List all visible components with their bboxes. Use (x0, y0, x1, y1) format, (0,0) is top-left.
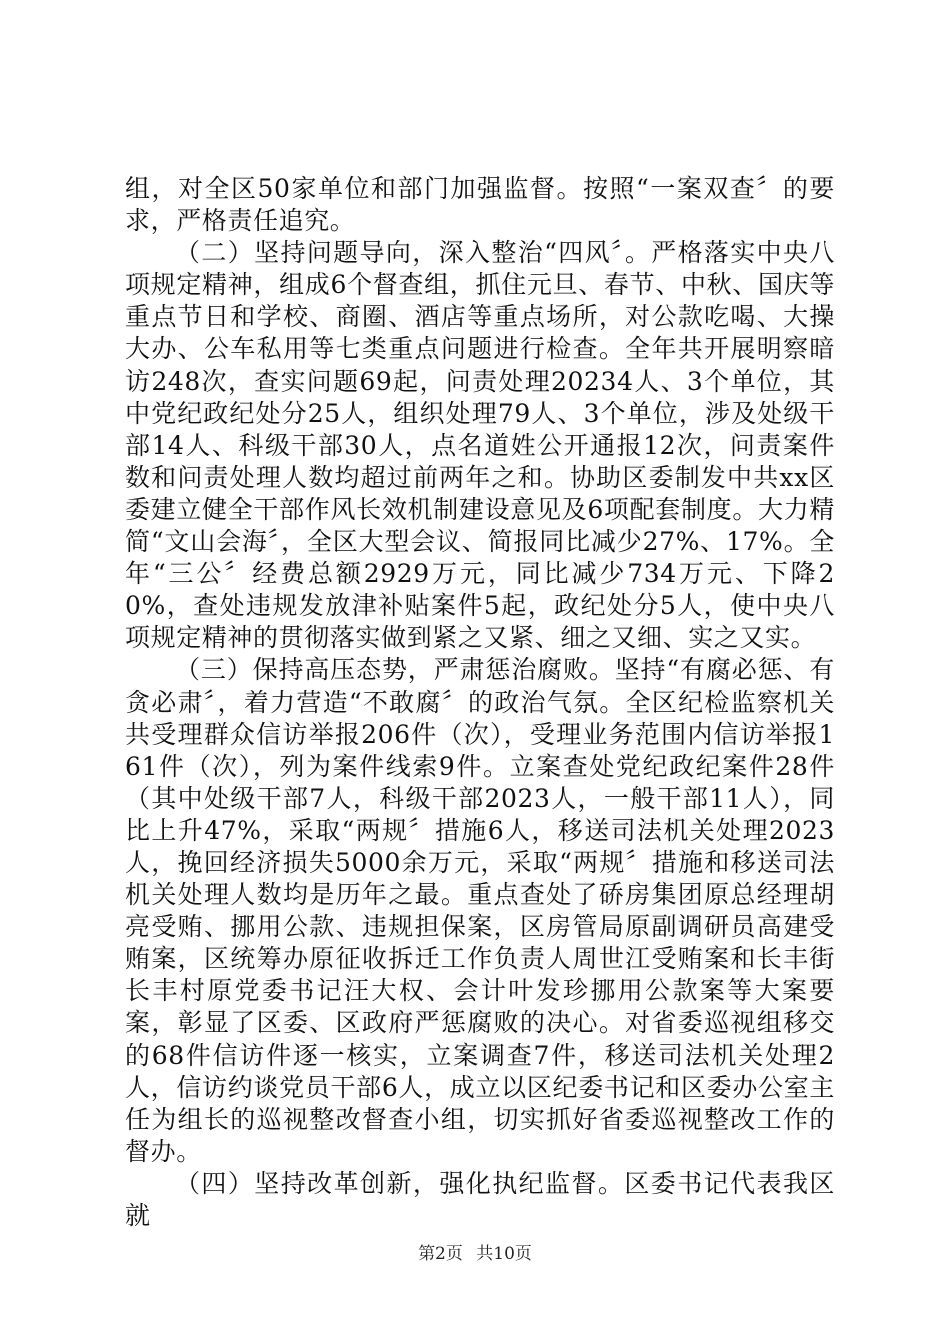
paragraph-section-four: （四）坚持改革创新，强化执纪监督。区委书记代表我区就 (125, 1168, 835, 1230)
page-total: 共10页 (476, 1244, 532, 1264)
paragraph-section-three: （三）保持高压态势，严肃惩治腐败。坚持“有腐必惩、有贪必肃〞，着力营造“不敢腐〞的政治气氛。全区纪检监察机关共受理群众信访举报206件（次），受理业务范围内信访举报161件（次），列为案件线索9件。立案查处党纪政纪案件28件（其中处级干部7人，科级干部2023人，一般干部11人），同比上升47%，采取“两规〞措施6人，移送司法机关处理2023人，挽回经济损失5000余万元，采取“两规〞措施和移送司法机关处理人数均是历年之最。重点查处了硚房集团原总经理胡亮受贿、挪用公款、违规担保案，区房管局原副调研员高建受贿案，区统筹办原征收拆迁工作负责人周世江受贿案和长丰街长丰村原党委书记汪大权、会计叶发珍挪用公款案等大案要案，彰显了区委、区政府严惩腐败的决心。对省委巡视组移交的68件信访件逐一核实，立案调查7件，移送司法机关处理2人，信访约谈党员干部6人，成立以区纪委书记和区委办公室主任为组长的巡视整改督查小组，切实抓好省委巡视整改工作的督办。 (125, 655, 835, 1166)
paragraph-continuation: 组，对全区50家单位和部门加强监督。按照“一案双查〞的要求，严格责任追究。 (125, 174, 835, 236)
page-footer (0, 1243, 950, 1265)
document-body (125, 173, 835, 1232)
paragraph-section-two: （二）坚持问题导向，深入整治“四风〞。严格落实中央八项规定精神，组成6个督查组，抓住元旦、春节、中秋、国庆等重点节日和学校、商圈、酒店等重点场所，对公款吃喝、大操大办、公车私用等七类重点问题进行检查。全年共开展明察暗访248次，查实问题69起，问责处理20234人、3个单位，其中党纪政纪处分25人，组织处理79人、3个单位，涉及处级干部14人、科级干部30人，点名道姓公开通报12次，问责案件数和问责处理人数均超过前两年之和。协助区委制发中共xx区委建立健全干部作风长效机制建设意见及6项配套制度。大力精简“文山会海〞，全区大型会议、简报同比减少27%、17%。全年“三公〞经费总额2929万元，同比减少734万元、下降20%，查处违规发放津补贴案件5起，政纪处分5人，使中央八项规定精神的贯彻落实做到紧之又紧、细之又细、实之又实。 (125, 238, 835, 653)
page-number: 第2页 (418, 1244, 463, 1264)
